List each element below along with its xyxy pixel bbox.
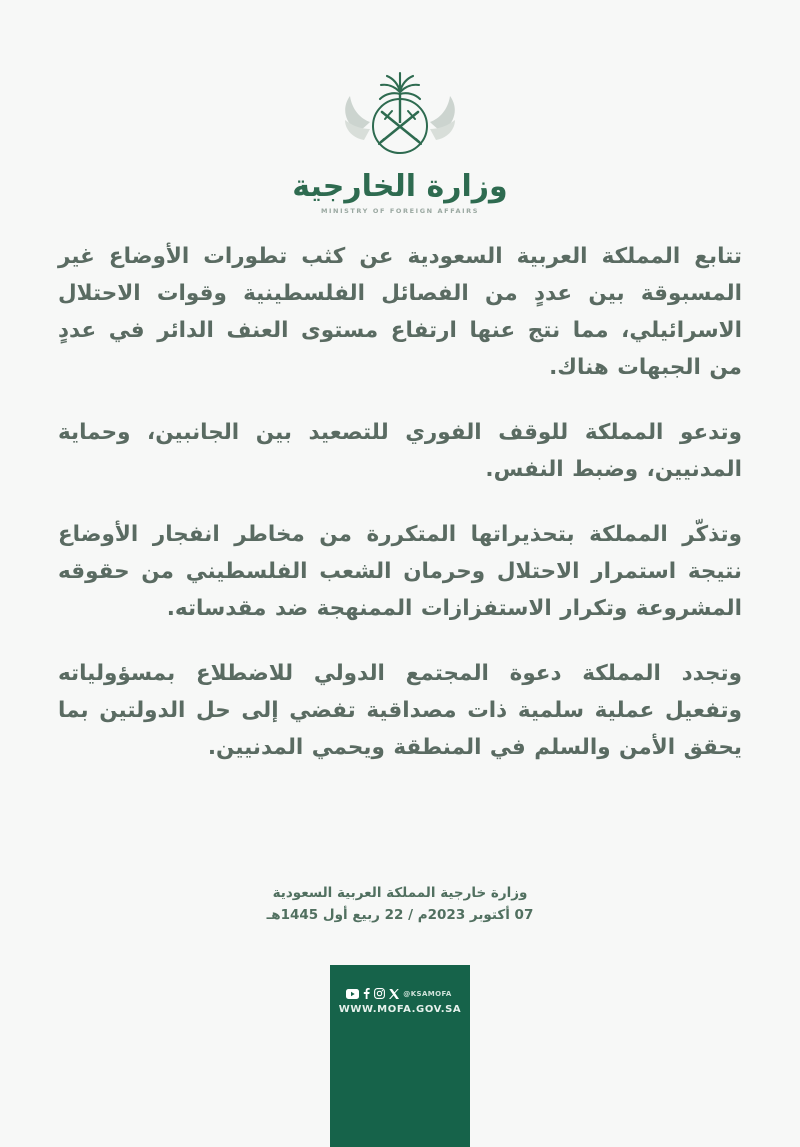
social-box (330, 965, 470, 1147)
facebook-icon (363, 988, 370, 999)
header (0, 68, 800, 215)
statement-paragraph-4: وتجدد المملكة دعوة المجتمع الدولي للاضطلاع بمسؤولياته وتفعيل عملية سلمية ذات مصداقية تفضي إلى حل الدولتين بما يحقق الأمن والسلم في المنطقة ويحمي المدنيين. (58, 661, 742, 760)
social-icons-row (330, 987, 470, 1000)
footer (0, 882, 800, 926)
social-handle: @KSAMOFA (403, 989, 452, 998)
x-icon (389, 989, 399, 999)
mofa-emblem-icon (335, 68, 465, 168)
footer-ministry-line: وزارة خارجية المملكة العربية السعودية (272, 885, 528, 901)
statement-paragraph-2: وتدعو المملكة للوقف الفوري للتصعيد بين الجانبين، وحماية المدنيين، وضبط النفس. (58, 420, 742, 482)
instagram-icon (374, 988, 385, 999)
statement-body (58, 238, 742, 794)
footer-date-line: 07 أكتوبر 2023م / 22 ربيع أول 1445هـ (266, 907, 534, 923)
ministry-name-english: MINISTRY OF FOREIGN AFFAIRS (320, 207, 480, 215)
statement-paragraph-1: تتابع المملكة العربية السعودية عن كثب تطورات الأوضاع غير المسبوقة بين عددٍ من الفصائل الفلسطينية وقوات الاحتلال الاسرائيلي، مما نتج عنها ارتفاع مستوى العنف الدائر في عددٍ من الجبهات هناك. (58, 244, 742, 380)
website-url: WWW.MOFA.GOV.SA (338, 1004, 462, 1015)
ministry-calligraphy: وزارة الخارجية (292, 169, 508, 204)
youtube-icon (346, 989, 359, 999)
statement-paragraph-3: وتذكّر المملكة بتحذيراتها المتكررة من مخاطر انفجار الأوضاع نتيجة استمرار الاحتلال وحرمان الشعب الفلسطيني من حقوقه المشروعة وتكرار الاستفزازات الممنهجة ضد مقدساته. (58, 522, 742, 621)
